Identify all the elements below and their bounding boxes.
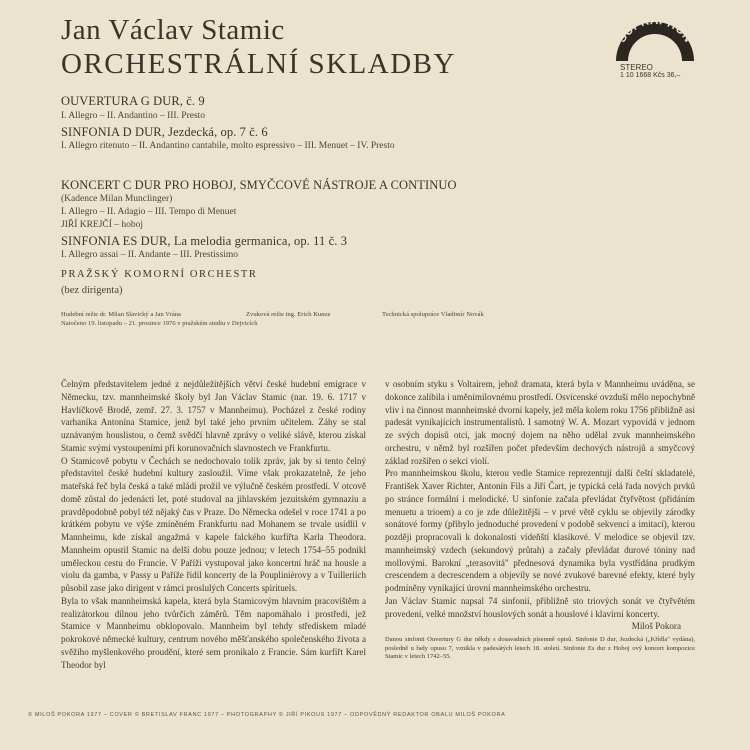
stereo-label: STEREO bbox=[620, 63, 653, 72]
work-cadenza: (Kadence Milan Munclinger) bbox=[61, 194, 173, 204]
soloist: JIŘÍ KREJČÍ – hoboj bbox=[61, 220, 144, 230]
notes-paragraph: O Stamicově pobytu v Čechách se nedochovalo tolik zpráv, jak by si tento čelný představitel české hudební kultury zasloužil. Víme však prokazatelně, že jeho mateřská řeč byla česká a také mládí prožil ve výlučně českém prostředí. V otcově domě zůstal do jedenácti let, poté studoval na jihlavském jezuitském gymnaziu a pravděpodobně pobyl též nějaký čas v Praze. Do Německa odešel v roce 1741 a po krátkém pobytu ve výše zmíněném Frankfurtu nad Mohanem se trvale usídlil v Mannheimu, kde získal angažmá v kapele falckého kurfiřta Karla Theodora. Mannheim opustil Stamic na delší dobu pouze jednou; v letech 1754–55 podnikl uměleckou cestu do Francie. V Paříži vystupoval jako koncertní hráč na housle a violu da gamba, v Passy u Paříže řídil koncerty de la Pouplinièrovy a v Tuilleriích působil zase jako dirigent v rámci proslulých Concerts spirituels. bbox=[61, 455, 366, 593]
copyright-footer: © MILOŠ POKORA 1977 – COVER © BRETISLAV FRANC 1977 – PHOTOGRAPHY © JIŘÍ PIKOUS 1977 – ODPOVĚDNÝ REDAKTOR OBALU MILOŠ POKORA bbox=[28, 712, 506, 718]
conductor-note: (bez dirigenta) bbox=[61, 285, 123, 296]
notes-paragraph: v osobním styku s Voltairem, jehož dramata, která byla v Mannheimu uváděna, se dokonce zalíbila i uměnímilovnému prostředí. Osvícenské ovzduší mělo nepochybně vliv i na činnost mannheimské dvorní kapely, jež měla kolem roku 1756 přibližně asi padesát vynikajících instrumentalistů. I samotný W. A. Mozart vypovídá v jednom ze svých dopisů otci, jak mocný dojem na něho udělal zvuk mannheimského orchestru, v němž byl rozšířen počet především dechových nástrojů a smyčcový základ rozšířen o sekci violí. bbox=[385, 379, 695, 466]
liner-notes-left bbox=[61, 378, 366, 671]
work-movements-1: I. Allegro – II. Andantino – III. Presto bbox=[61, 111, 206, 121]
work-title-3: KONCERT C DUR PRO HOBOJ, SMYČCOVÉ NÁSTROJE A CONTINUO bbox=[61, 178, 457, 192]
notes-paragraph: Byla to však mannheimská kapela, která byla Stamicovým hlavním pracovištěm a realizátorkou dílnou jeho tvůrčích záměrů. Těm napomáhalo i prostředí, jež Stamice v Mannheimu obklopovalo. Mannheim byl tehdy střediskem mladé pokrokové německé kultury, centrum nového měšťanského společenského života a svěžího myšlenkového proudění, které sem pronikalo z Francie. Sám kurfiřt Karel Theodor byl bbox=[61, 595, 366, 670]
notes-footnote: Danou sinfonii Ouvertury G dur někdy s dosavadních písemně opisů. Sinfonie D dur, Jezdecká („Křídla" vydána), posledně u řady opusu 7, vznikla v padesátých letech 18. století. Sinfonie Es dur z Hoboj ový koncert kompozice Stamic v letech 1742–55. bbox=[385, 636, 695, 661]
notes-author: Miloš Pokora bbox=[631, 621, 681, 632]
work-movements-4: I. Allegro assai – II. Andante – III. Prestissimo bbox=[61, 250, 239, 260]
work-movements-3: I. Allegro – II. Adagio – III. Tempo di Menuet bbox=[61, 207, 237, 217]
credit-tech: Technická spolupráce Vladimír Novák bbox=[382, 311, 484, 318]
work-title-2: SINFONIA D DUR, Jezdecká, op. 7 č. 6 bbox=[61, 125, 268, 139]
credit-sound: Zvuková režie ing. Erich Kunze bbox=[246, 311, 331, 318]
notes-paragraph: Čelným představitelem jedné z nejdůležitějších větví české hudební emigrace v Německu, tzv. mannheimské školy byl Jan Václav Stamic (nar. 19. 6. 1717 v Havlíčkově Brodě, zemř. 27. 3. 1757 v Mannheimu). Pocházel z české rodiny varhaníka Antonína Stamice, jenž byl také jeho prvním učitelem. Záhy se stal uznávaným houslistou, o čemž svědčí hlavně zprávy o veliké slávě, kterou získal Stamic svými vystoupeními při korunovačních slavnostech ve Frankfurtu. bbox=[61, 379, 366, 453]
work-title-1: OUVERTURA G DUR, č. 9 bbox=[61, 94, 205, 108]
work-movements-2: I. Allegro ritenuto – II. Andantino cantabile, molto espressivo – III. Menuet – IV. Presto bbox=[61, 141, 395, 151]
album-title: ORCHESTRÁLNÍ SKLADBY bbox=[61, 48, 456, 80]
catalog-number: 1 10 1668 Kčs 36,– bbox=[620, 72, 681, 79]
composer-name: Jan Václav Stamic bbox=[61, 14, 285, 46]
notes-paragraph: Pro mannheimskou školu, kterou vedle Stamice reprezentují další čeští skladatelé, František Xaver Richter, Antonín Fils a Jiří Čart, je typická celá řada nových prvků po stránce formální i melodické. U sinfonie začala převládat čtyřvětost (přidáním menuetu a trioem) a co je zde důležitější – v prvé větě cyklu se objevily zárodky sonátové formy (přibylo jednoduché provedení v podobě sekvencí a imitací), kterou později propracovali k dokonalosti vídeňští klasikové. V melodice se objevil tzv. mannheimský vzdech (sekundový průtah) a začaly převládat durové tóniny nad mollovými. Barokní „terasovitá" přednesová dynamika byla vystřídána prudkým crescendem a decrescendem a objevily se nové zvukové barevné efekty, které byly podmíněny vynikající úrovní mannheimského orchestru. bbox=[385, 468, 695, 593]
logo-text: SUPRAPHON bbox=[616, 14, 694, 45]
supraphon-logo bbox=[614, 9, 696, 65]
notes-paragraph: Jan Václav Stamic napsal 74 sinfonií, přibližně sto triových sonát ve čtyřvětém provedení, velké množství houslových sonát a houslové i klavírní koncerty. bbox=[385, 595, 695, 619]
credit-recorded: Natočeno 19. listopadu – 21. prosince 1976 v pražském studiu v Dejvicích bbox=[61, 320, 258, 327]
liner-notes-right bbox=[385, 378, 695, 662]
work-title-4: SINFONIA ES DUR, La melodia germanica, op. 11 č. 3 bbox=[61, 234, 348, 248]
credit-director: Hudební režie dr. Milan Slavický a Jan Vrána bbox=[61, 311, 181, 318]
orchestra-name: PRAŽSKÝ KOMORNÍ ORCHESTR bbox=[61, 269, 258, 280]
